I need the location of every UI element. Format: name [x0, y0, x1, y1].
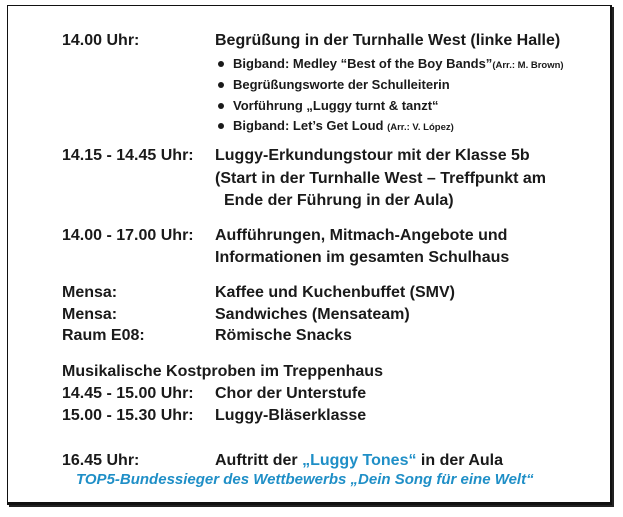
time-label: 14.15 - 14.45 Uhr:: [62, 147, 194, 164]
bullet-text: Vorführung „Luggy turnt & tanzt“: [233, 98, 439, 113]
event-title: Luggy-Erkundungstour mit der Klasse 5b: [215, 147, 530, 164]
bullet-item: [233, 77, 450, 93]
finale-title: [215, 451, 503, 471]
event-title: Begrüßung in der Turnhalle West (linke Halle): [215, 32, 561, 49]
finale-suffix: in der Aula: [416, 452, 504, 469]
arranger-note: (Arr.: M. Brown): [492, 60, 564, 71]
bullet-text: Bigband: Medley “Best of the Boy Bands”: [233, 56, 493, 71]
location-label: Mensa:: [62, 284, 118, 301]
award-subline: TOP5-Bundessieger des Wettbewerbs „Dein Song für eine Welt“: [76, 471, 534, 488]
food-offer: Römische Snacks: [215, 327, 352, 344]
event-title: Luggy-Bläserklasse: [215, 407, 367, 424]
time-label: 16.45 Uhr:: [62, 452, 140, 469]
location-label: Raum E08:: [62, 327, 145, 344]
time-label: 14.00 - 17.00 Uhr:: [62, 227, 194, 244]
bullet-item: [233, 56, 564, 74]
event-detail: Informationen im gesamten Schulhaus: [215, 249, 510, 266]
bullet-icon: [218, 123, 224, 129]
event-title: Chor der Unterstufe: [215, 385, 367, 402]
event-detail: (Start in der Turnhalle West – Treffpunkt am: [215, 170, 547, 187]
bullet-icon: [218, 82, 224, 88]
event-title: Aufführungen, Mitmach-Angebote und: [215, 227, 508, 244]
arranger-note: (Arr.: V. López): [387, 122, 454, 133]
bullet-text: Bigband: Let’s Get Loud: [233, 118, 388, 133]
food-offer: Sandwiches (Mensateam): [215, 306, 410, 323]
location-label: Mensa:: [62, 306, 118, 323]
bullet-icon: [218, 61, 224, 67]
time-label: 15.00 - 15.30 Uhr:: [62, 407, 194, 424]
section-heading: Musikalische Kostproben im Treppenhaus: [62, 363, 383, 380]
bullet-icon: [218, 103, 224, 109]
time-label: 14.00 Uhr:: [62, 32, 140, 49]
bullet-item: [233, 118, 454, 136]
bullet-text: Begrüßungsworte der Schulleiterin: [233, 77, 450, 92]
event-detail: Ende der Führung in der Aula): [224, 192, 454, 209]
band-name: „Luggy Tones“: [302, 452, 417, 469]
time-label: 14.45 - 15.00 Uhr:: [62, 385, 194, 402]
finale-prefix: Auftritt der: [215, 452, 303, 469]
food-offer: Kaffee und Kuchenbuffet (SMV): [215, 284, 455, 301]
bullet-item: [233, 98, 439, 114]
